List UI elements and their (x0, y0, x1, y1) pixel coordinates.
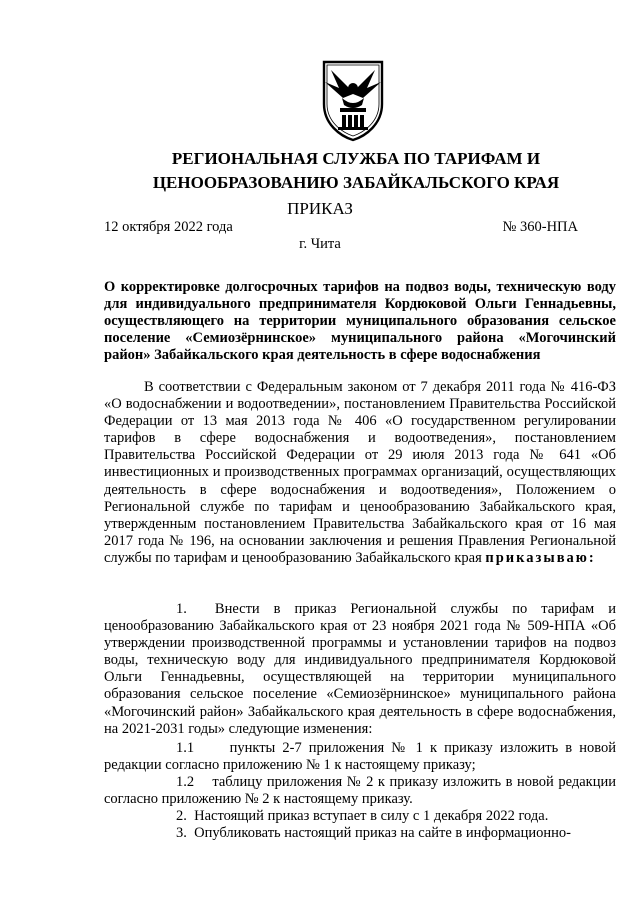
item-1-2 (104, 774, 616, 808)
coat-of-arms-emblem (318, 58, 388, 142)
item-3-text: Опубликовать настоящий приказ на сайте в информационно- (194, 825, 571, 841)
item-2 (104, 808, 616, 825)
item-1-number: 1. (176, 601, 187, 617)
document-title: О корректировке долгосрочных тарифов на подвоз воды, техническую воду для индивидуального предпринимателя Кордюковой Ольги Геннадьевны, осуществляющего на территории муниципального образования сельское поселение «Семиозёрнинское» муниципального района «Могочинский район» Забайкальского края деятельность в сфере водоснабжения (104, 279, 616, 363)
item-1 (104, 601, 616, 738)
document-number: № 360-НПА (502, 219, 578, 235)
document-date: 12 октября 2022 года (104, 219, 233, 235)
decree-word: приказываю: (485, 549, 596, 566)
organization-line-1: РЕГИОНАЛЬНАЯ СЛУЖБА ПО ТАРИФАМ И (171, 149, 541, 168)
item-2-text: Настоящий приказ вступает в силу с 1 декабря 2022 года. (194, 808, 549, 824)
preamble-text: В соответствии с Федеральным законом от 7 декабря 2011 года № 416-ФЗ «О водоснабжении и водоотведении», постановлением Правительства Российской Федерации от 13 мая 2013 года № 406 «О государственном регулировании тарифов в сфере водоснабжения и водоотведения», постановлением Правительства Российской Федерации от 29 июля 2013 года № 641 «Об инвестиционных и производственных программах организаций, осуществляющих деятельность в сфере водоснабжения и водоотведения», Положением о Региональной службе по тарифам и ценообразованию Забайкальского края, утвержденным постановлением Правительства Забайкальского края от 16 мая 2017 года № 196, на основании заключения и решения Правления Региональной службы по тарифам и ценообразованию Забайкальского края (104, 379, 616, 566)
item-1-1 (104, 740, 616, 774)
document-type: ПРИКАЗ (287, 199, 353, 218)
item-2-number: 2. (176, 808, 187, 824)
item-1-2-number: 1.2 (176, 774, 195, 790)
item-1-1-text: пункты 2-7 приложения № 1 к приказу изложить в новой редакции согласно приложению № 1 к настоящему приказу; (104, 740, 617, 774)
item-3-number: 3. (176, 825, 187, 841)
item-3 (104, 825, 616, 842)
item-1-text: Внести в приказ Региональной службы по тарифам и ценообразованию Забайкальского края от 23 ноября 2021 года № 509-НПА «Об утверждении производственной программы и установлении тарифов на подвоз воды, техническую воду для индивидуального предпринимателя Кордюковой Ольги Геннадьевны, осуществляющей на территории муниципального образования сельское поселение «Семиозёрнинское» муниципального района «Могочинский район» Забайкальского края деятельность в сфере водоснабжения, на 2021-2031 годы» следующие изменения: (104, 601, 616, 737)
item-1-2-text: таблицу приложения № 2 к приказу изложить в новой редакции согласно приложению № 2 к настоящему приказу. (104, 774, 616, 808)
document-city: г. Чита (299, 236, 341, 252)
organization-name (100, 147, 612, 195)
item-1-1-number: 1.1 (176, 740, 195, 756)
preamble-paragraph (104, 379, 616, 567)
organization-line-2: ЦЕНООБРАЗОВАНИЮ ЗАБАЙКАЛЬСКОГО КРАЯ (152, 173, 560, 192)
